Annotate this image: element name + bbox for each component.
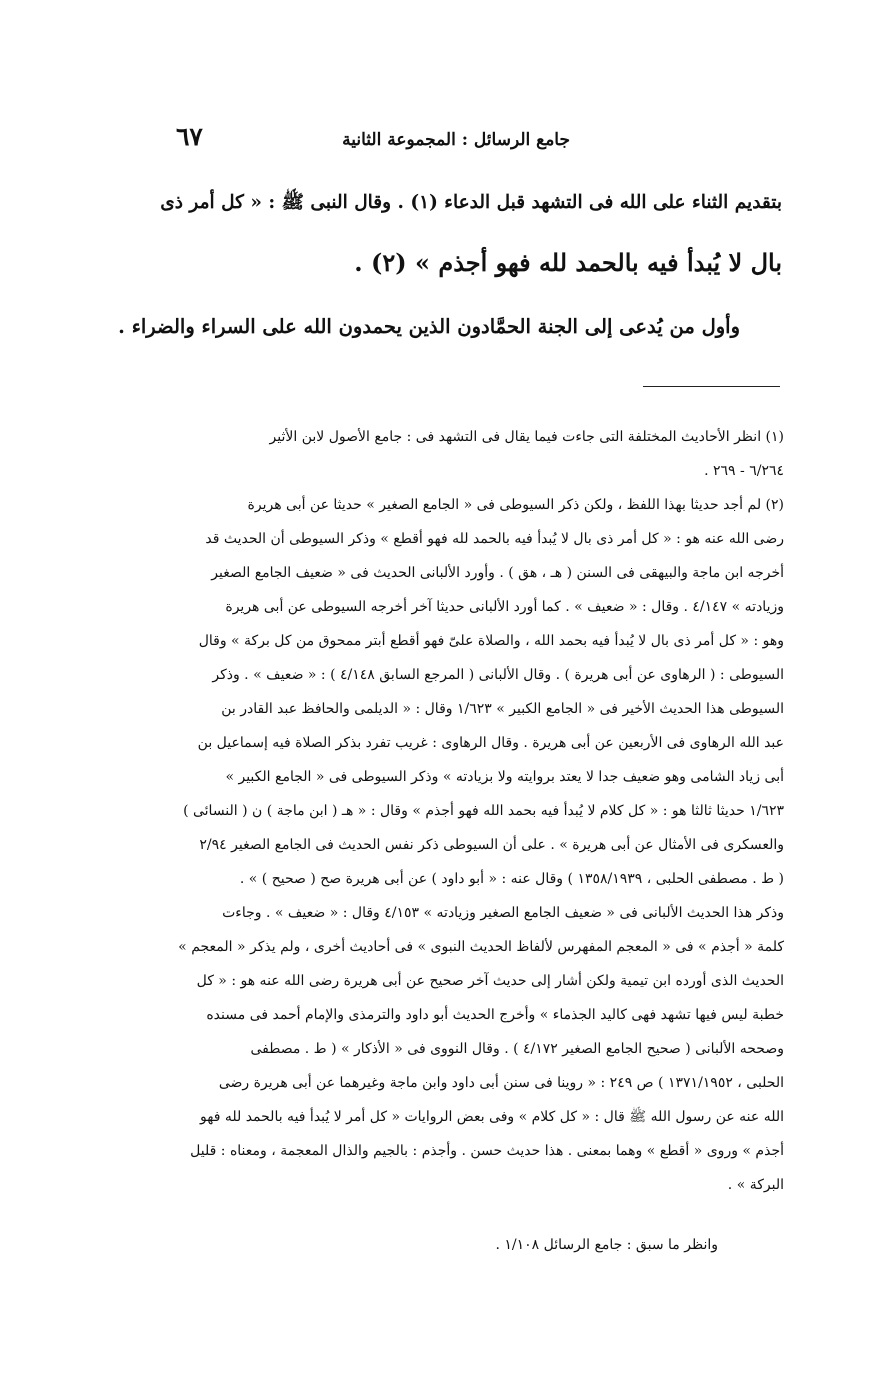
footnote-2-line: وهو : « كل أمر ذى بال لا يُبدأ فيه بحمد الله ، والصلاة علىّ فهو أقطع أبتر ممحوق من كل بركة » وقال: [198, 633, 784, 649]
footnote-1-line: ٦/٢٦٤ - ٢٦٩ .: [704, 463, 784, 479]
footnote-2-line: وزيادته » ٤/١٤٧ . وقال : « ضعيف » . كما أورد الألبانى حديثا آخر أخرجه السيوطى عن أبى هريرة: [225, 599, 784, 615]
footnote-2-line: أبى زياد الشامى وهو ضعيف جدا لا يعتد بروايته ولا بزيادته » وذكر السيوطى فى « الجامع الكبير »: [225, 769, 784, 785]
body-paragraph: وأول من يُدعى إلى الجنة الحمَّادون الذين يحمدون الله على السراء والضراء .: [118, 315, 740, 338]
footnote-2-line: (٢) لم أجد حديثا بهذا اللفظ ، ولكن ذكر السيوطى فى « الجامع الصغير » حديثا عن أبى هريرة: [247, 497, 784, 513]
footnote-separator: [643, 386, 780, 387]
footnote-2-line: الله عنه عن رسول الله ﷺ قال : « كل كلام » وفى بعض الروايات « كل أمر لا يُبدأ فيه بالحمد لله فهو: [200, 1109, 784, 1125]
footnote-2-line: ( ط . مصطفى الحلبى ، ١٣٥٨/١٩٣٩ ) وقال عنه : « أبو داود ) عن أبى هريرة صح ( صحيح ) » .: [239, 871, 784, 887]
page-header: [150, 122, 780, 166]
footnote-1-line: (١) انظر الأحاديث المختلفة التى جاءت فيما يقال فى التشهد فى : جامع الأصول لابن الأثير: [269, 429, 784, 445]
footnote-2-line: كلمة « أجذم » فى « المعجم المفهرس لألفاظ الحديث النبوى » فى أحاديث أخرى ، ولم يذكر « المعجم »: [178, 939, 784, 955]
footnote-2-line: أخرجه ابن ماجة والبيهقى فى السنن ( هـ ، هق ) . وأورد الألبانى الحديث فى « ضعيف الجامع الصغير: [211, 565, 784, 581]
footnote-2-line: الحديث الذى أورده ابن تيمية ولكن أشار إلى حديث آخر صحيح عن أبى هريرة رضى الله عنه هو : « كل: [196, 973, 784, 989]
footnote-2-line: السيوطى : ( الرهاوى عن أبى هريرة ) . وقال الألبانى ( المرجع السابق ٤/١٤٨ ) : « ضعيف » . وذكر: [212, 667, 784, 683]
page-number: ٦٧: [176, 122, 203, 151]
footnote-2-line: الحلبى ، ١٣٧١/١٩٥٢ ) ص ٢٤٩ : « روينا فى سنن أبى داود وابن ماجة وغيرهما عن أبى هريرة رضى: [218, 1075, 784, 1091]
footnote-2-line: أجذم » وروى « أقطع » وهما بمعنى . هذا حديث حسن . وأجذم : بالجيم والذال المعجمة ، ومعناه : قليل: [190, 1143, 784, 1159]
body-line: بتقديم الثناء على الله فى التشهد قبل الدعاء (١) . وقال النبى ﷺ : « كل أمر ذى: [160, 192, 782, 213]
see-also-note: وانظر ما سبق : جامع الرسائل ١/١٠٨ .: [495, 1237, 718, 1253]
footnote-2-line: عبد الله الرهاوى فى الأربعين عن أبى هريرة . وقال الرهاوى : غريب تفرد بذكر الصلاة فيه إسماعيل بن: [197, 735, 784, 751]
footnote-2-line: البركة » .: [727, 1177, 784, 1193]
footnote-2-line: والعسكرى فى الأمثال عن أبى هريرة » . على أن السيوطى ذكر نفس الحديث فى الجامع الصغير ٢/٩٤: [199, 837, 784, 853]
footnote-2-line: السيوطى هذا الحديث الأخير فى « الجامع الكبير » ١/٦٢٣ وقال : « الديلمى والحافظ عبد القادر بن: [221, 701, 784, 717]
body-line: بال لا يُبدأ فيه بالحمد لله فهو أجذم » (٢) .: [354, 248, 782, 277]
running-title: جامع الرسائل : المجموعة الثانية: [342, 130, 570, 150]
footnote-2-line: وصححه الألبانى ( صحيح الجامع الصغير ٤/١٧٢ ) . وقال النووى فى « الأذكار » ( ط . مصطفى: [250, 1041, 784, 1057]
footnote-2-line: خطبة ليس فيها تشهد فهى كاليد الجذماء » وأخرج الحديث أبو داود والترمذى والإمام أحمد فى مسنده: [206, 1007, 784, 1023]
footnote-2-line: وذكر هذا الحديث الألبانى فى « ضعيف الجامع الصغير وزيادته » ٤/١٥٣ وقال : « ضعيف » . وجاءت: [222, 905, 784, 921]
footnote-2-line: رضى الله عنه هو : « كل أمر ذى بال لا يُبدأ فيه بالحمد لله فهو أقطع » وذكر السيوطى أن الحديث قد: [205, 531, 784, 547]
footnote-2-line: ١/٦٢٣ حديثا ثالثا هو : « كل كلام لا يُبدأ فيه بحمد الله فهو أجذم » وقال : « هـ ( ابن ماجة ) ن ( النسائى ): [183, 803, 784, 819]
